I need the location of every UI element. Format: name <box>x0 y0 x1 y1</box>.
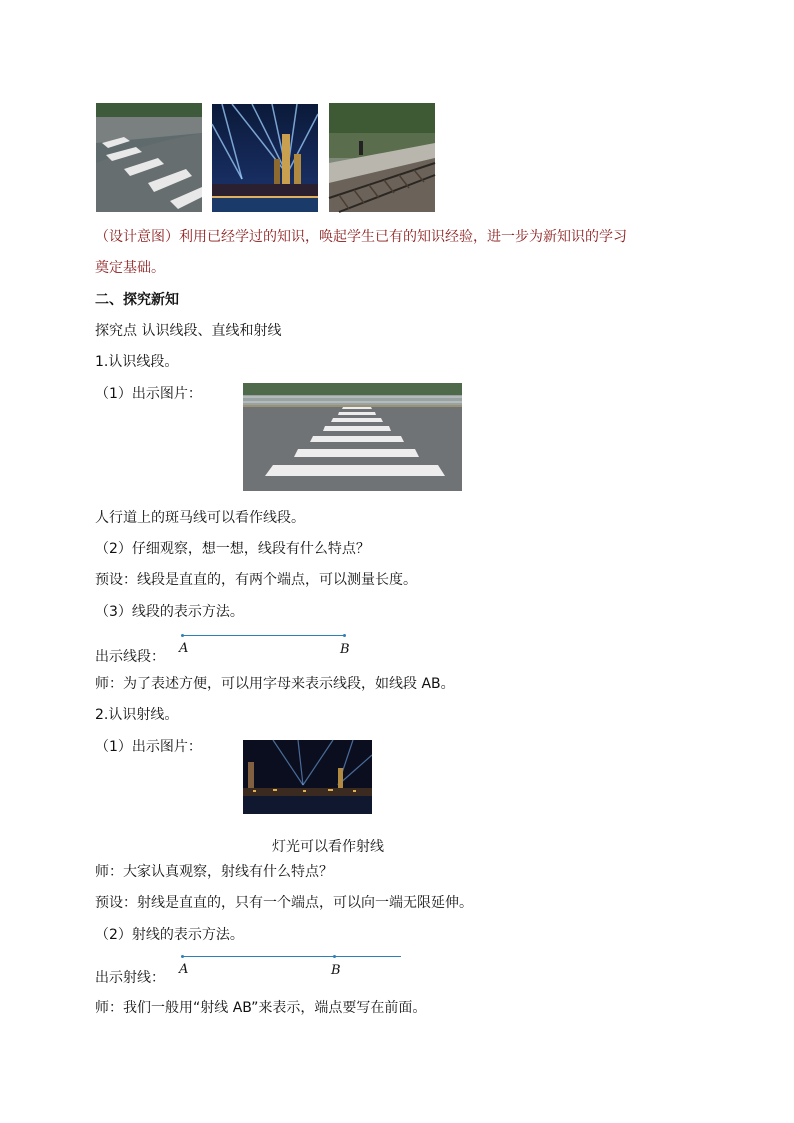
segment-label-a: A <box>179 641 189 656</box>
segment-point-b-dot <box>343 634 346 637</box>
crosswalk-text: 人行道上的斑马线可以看作线段。 <box>95 510 305 526</box>
section-heading: 二、探究新知 <box>95 292 179 308</box>
ray-title: 2.认识射线。 <box>95 707 179 723</box>
ray-show-picture: （1）出示图片： <box>95 739 202 755</box>
design-intent-line-2: 奠定基础。 <box>95 260 165 276</box>
segment-preset: 预设：线段是直直的，有两个端点，可以测量长度。 <box>95 572 417 588</box>
segment-point-a-dot <box>181 634 184 637</box>
crosswalk-photo <box>243 383 462 491</box>
explore-point: 探究点 认识线段、直线和射线 <box>95 323 282 339</box>
segment-show-picture: （1）出示图片： <box>95 386 202 402</box>
ray-ab-line <box>182 956 401 957</box>
railway-photo <box>329 103 435 212</box>
segment-ab-line <box>182 635 344 636</box>
night-light-photo <box>243 740 372 814</box>
segment-show-label: 出示线段： <box>95 649 165 665</box>
design-intent-line-1: （设计意图）利用已经学过的知识，唤起学生已有的知识经验，进一步为新知识的学习 <box>95 229 627 245</box>
segment-title: 1.认识线段。 <box>95 354 179 370</box>
ray-notation-title: （2）射线的表示方法。 <box>95 927 244 943</box>
ray-label-a: A <box>179 962 189 977</box>
segment-question: （2）仔细观察，想一想，线段有什么特点？ <box>95 541 370 557</box>
ray-teacher-note: 师：我们一般用“射线 AB”来表示，端点要写在前面。 <box>95 1000 427 1016</box>
city-lights-photo <box>212 104 318 212</box>
ray-photo-caption: 灯光可以看作射线 <box>272 839 384 855</box>
road-crosswalk-photo <box>96 103 202 212</box>
ray-point-a-dot <box>181 955 184 958</box>
segment-teacher-note: 师：为了表述方便，可以用字母来表示线段，如线段 AB。 <box>95 676 455 692</box>
ray-teacher-question: 师：大家认真观察，射线有什么特点？ <box>95 864 333 880</box>
ray-show-label: 出示射线： <box>95 970 165 986</box>
segment-notation-title: （3）线段的表示方法。 <box>95 604 244 620</box>
ray-point-b-dot <box>333 955 336 958</box>
ray-preset: 预设：射线是直直的，只有一个端点，可以向一端无限延伸。 <box>95 895 473 911</box>
ray-label-b: B <box>331 963 341 978</box>
segment-label-b: B <box>340 642 350 657</box>
